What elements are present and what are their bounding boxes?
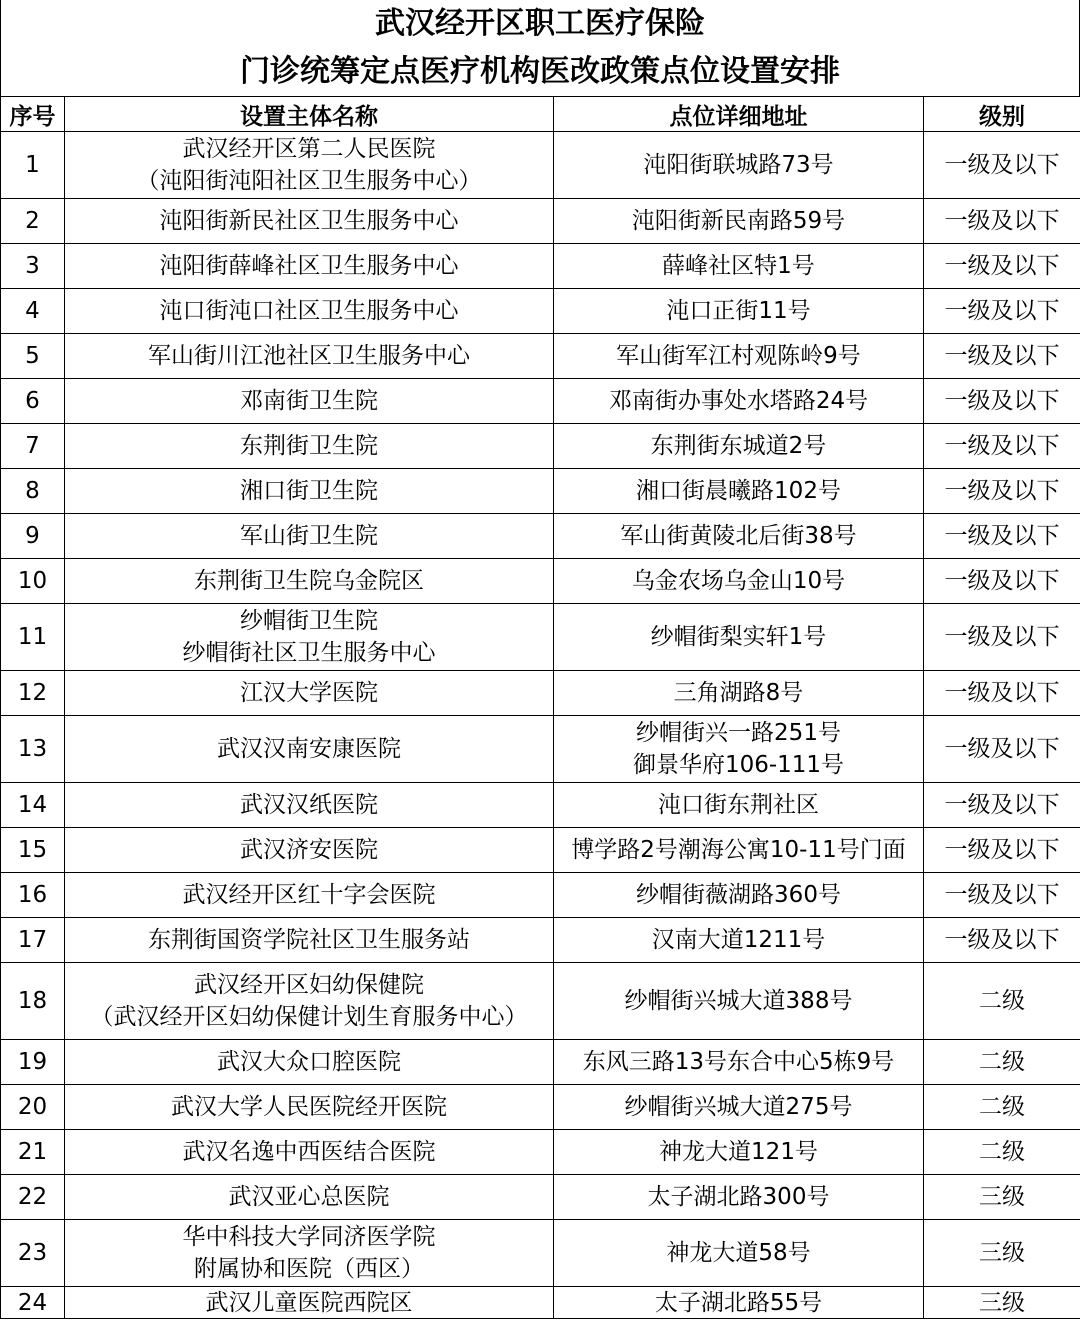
cell-level — [924, 334, 1080, 379]
cell-facility-name — [65, 334, 554, 379]
cell-serial-line: 1 — [25, 152, 40, 178]
cell-level — [924, 604, 1080, 671]
cell-address — [554, 379, 924, 424]
cell-facility-name-line: 武汉经开区妇幼保健院 — [194, 972, 424, 998]
cell-address — [554, 716, 924, 783]
cell-serial-line: 11 — [17, 624, 48, 650]
cell-level-line: 一级及以下 — [944, 208, 1060, 234]
cell-level — [924, 199, 1080, 244]
cell-level-line: 三级 — [979, 1289, 1025, 1316]
cell-level-line: 一级及以下 — [944, 433, 1060, 459]
cell-address-line: 太子湖北路55号 — [654, 1289, 823, 1316]
cell-facility-name-line: 东荆街卫生院 — [240, 433, 378, 459]
cell-address — [554, 1175, 924, 1220]
cell-serial-line: 22 — [17, 1184, 48, 1210]
cell-facility-name-line: 武汉汉纸医院 — [240, 792, 378, 818]
cell-level-line: 一级及以下 — [944, 624, 1060, 650]
cell-facility-name-line: 武汉大众口腔医院 — [217, 1049, 401, 1075]
table-row — [1, 604, 1080, 671]
cell-address-line: 三角湖路8号 — [673, 680, 804, 706]
cell-level — [924, 1130, 1080, 1175]
cell-level-line: 一级及以下 — [944, 343, 1060, 369]
cell-address — [554, 469, 924, 514]
cell-address-line: 纱帽街兴一路251号 — [636, 720, 841, 746]
cell-serial-line: 2 — [25, 208, 40, 234]
cell-level — [924, 244, 1080, 289]
cell-level — [924, 873, 1080, 918]
cell-level — [924, 963, 1080, 1040]
header-serial: 序号 — [1, 97, 65, 132]
cell-level — [924, 1220, 1080, 1287]
table-header-row — [1, 97, 1080, 132]
cell-level-line: 一级及以下 — [944, 253, 1060, 279]
cell-facility-name-line: 邓南街卫生院 — [240, 388, 378, 414]
cell-address — [554, 1085, 924, 1130]
cell-facility-name-line: 纱帽街社区卫生服务中心 — [182, 640, 436, 666]
cell-facility-name — [65, 424, 554, 469]
table-row — [1, 1040, 1080, 1085]
cell-facility-name-line: 武汉名逸中西医结合医院 — [182, 1139, 436, 1165]
cell-serial-line: 23 — [17, 1240, 48, 1266]
cell-address-line: 邓南街办事处水塔路24号 — [608, 388, 869, 414]
cell-serial-line: 19 — [17, 1049, 48, 1075]
cell-facility-name — [65, 828, 554, 873]
table-body — [1, 132, 1080, 1319]
cell-serial-line: 20 — [17, 1094, 48, 1120]
cell-facility-name-line: （沌阳街沌阳社区卫生服务中心） — [136, 168, 482, 194]
cell-serial — [1, 1085, 65, 1130]
cell-serial-line: 17 — [17, 927, 48, 953]
cell-facility-name — [65, 289, 554, 334]
cell-serial-line: 8 — [25, 478, 40, 504]
cell-level — [924, 1287, 1080, 1319]
cell-facility-name-line: 湘口街卫生院 — [240, 478, 378, 504]
cell-address-line: 太子湖北路300号 — [647, 1184, 830, 1210]
table-row — [1, 828, 1080, 873]
cell-serial — [1, 289, 65, 334]
cell-serial-line: 15 — [17, 837, 48, 863]
cell-address — [554, 918, 924, 963]
cell-facility-name-line: 武汉儿童医院西院区 — [205, 1289, 413, 1316]
cell-level-line: 一级及以下 — [944, 523, 1060, 549]
cell-facility-name — [65, 199, 554, 244]
cell-address-line: 沌口正街11号 — [666, 298, 811, 324]
cell-address — [554, 559, 924, 604]
cell-serial-line: 3 — [25, 253, 40, 279]
cell-serial — [1, 379, 65, 424]
cell-facility-name — [65, 604, 554, 671]
cell-level-line: 二级 — [979, 1139, 1025, 1165]
cell-serial-line: 4 — [25, 298, 40, 324]
cell-address — [554, 132, 924, 199]
cell-address-line: 汉南大道1211号 — [651, 927, 826, 953]
cell-facility-name — [65, 469, 554, 514]
cell-serial — [1, 1220, 65, 1287]
cell-address — [554, 514, 924, 559]
cell-address — [554, 1130, 924, 1175]
cell-level — [924, 132, 1080, 199]
cell-level — [924, 716, 1080, 783]
cell-level-line: 一级及以下 — [944, 298, 1060, 324]
cell-serial — [1, 424, 65, 469]
cell-serial — [1, 918, 65, 963]
cell-facility-name-line: （武汉经开区妇幼保健计划生育服务中心） — [90, 1004, 528, 1030]
table-row — [1, 289, 1080, 334]
cell-facility-name-line: 江汉大学医院 — [240, 680, 378, 706]
table-row — [1, 199, 1080, 244]
cell-address-line: 东风三路13号东合中心5栋9号 — [582, 1049, 895, 1075]
cell-level — [924, 671, 1080, 716]
cell-facility-name-line: 武汉亚心总医院 — [228, 1184, 390, 1210]
table-row — [1, 379, 1080, 424]
table-row — [1, 1085, 1080, 1130]
cell-serial-line: 16 — [17, 882, 48, 908]
cell-level — [924, 514, 1080, 559]
cell-level-line: 一级及以下 — [944, 568, 1060, 594]
cell-address — [554, 1220, 924, 1287]
cell-address-line: 沌口街东荆社区 — [658, 792, 819, 818]
cell-level-line: 一级及以下 — [944, 792, 1060, 818]
cell-facility-name — [65, 918, 554, 963]
cell-level — [924, 828, 1080, 873]
title-block — [0, 0, 1080, 96]
cell-facility-name — [65, 514, 554, 559]
cell-serial — [1, 1287, 65, 1319]
cell-level — [924, 918, 1080, 963]
cell-serial-line: 24 — [17, 1289, 48, 1316]
cell-address-line: 博学路2号潮海公寓10-11号门面 — [571, 837, 906, 863]
cell-serial — [1, 559, 65, 604]
cell-level-line: 三级 — [979, 1240, 1025, 1266]
facility-table — [0, 96, 1080, 1319]
cell-address — [554, 963, 924, 1040]
cell-facility-name-line: 武汉汉南安康医院 — [217, 736, 401, 762]
cell-address-line: 神龙大道58号 — [666, 1240, 811, 1266]
cell-level — [924, 424, 1080, 469]
cell-address-line: 东荆街东城道2号 — [650, 433, 827, 459]
cell-facility-name-line: 沌阳街薛峰社区卫生服务中心 — [159, 253, 459, 279]
cell-address-line: 湘口街晨曦路102号 — [636, 478, 841, 504]
cell-level-line: 二级 — [979, 1094, 1025, 1120]
cell-address-line: 沌阳街新民南路59号 — [631, 208, 846, 234]
cell-facility-name — [65, 559, 554, 604]
cell-address-line: 薛峰社区特1号 — [662, 253, 815, 279]
cell-address-line: 乌金农场乌金山10号 — [631, 568, 846, 594]
cell-serial-line: 7 — [25, 433, 40, 459]
cell-address — [554, 334, 924, 379]
cell-address — [554, 671, 924, 716]
cell-serial — [1, 469, 65, 514]
cell-facility-name-line: 沌阳街新民社区卫生服务中心 — [159, 208, 459, 234]
cell-address — [554, 828, 924, 873]
cell-facility-name — [65, 873, 554, 918]
cell-level-line: 一级及以下 — [944, 478, 1060, 504]
cell-serial — [1, 828, 65, 873]
cell-serial — [1, 514, 65, 559]
cell-serial-line: 13 — [17, 736, 48, 762]
cell-serial — [1, 963, 65, 1040]
table-row — [1, 424, 1080, 469]
cell-serial-line: 10 — [17, 568, 48, 594]
cell-facility-name-line: 沌口街沌口社区卫生服务中心 — [159, 298, 459, 324]
header-level: 级别 — [924, 97, 1080, 132]
table-row — [1, 963, 1080, 1040]
cell-level-line: 一级及以下 — [944, 152, 1060, 178]
cell-facility-name — [65, 1287, 554, 1319]
cell-facility-name-line: 华中科技大学同济医学院 — [182, 1224, 436, 1250]
cell-level-line: 二级 — [979, 988, 1025, 1014]
cell-level — [924, 379, 1080, 424]
cell-address-line: 纱帽街兴城大道388号 — [624, 988, 853, 1014]
table-row — [1, 918, 1080, 963]
table-row — [1, 514, 1080, 559]
cell-serial-line: 18 — [17, 988, 48, 1014]
cell-level-line: 一级及以下 — [944, 680, 1060, 706]
cell-facility-name-line: 军山街川江池社区卫生服务中心 — [148, 343, 470, 369]
cell-level-line: 一级及以下 — [944, 882, 1060, 908]
cell-facility-name — [65, 716, 554, 783]
table-row — [1, 559, 1080, 604]
cell-facility-name — [65, 244, 554, 289]
cell-address-line: 神龙大道121号 — [659, 1139, 818, 1165]
cell-facility-name — [65, 963, 554, 1040]
cell-facility-name-line: 纱帽街卫生院 — [240, 608, 378, 634]
cell-address-line: 纱帽街梨实轩1号 — [650, 624, 827, 650]
cell-serial — [1, 199, 65, 244]
cell-address-line: 纱帽街兴城大道275号 — [624, 1094, 853, 1120]
cell-facility-name — [65, 1085, 554, 1130]
cell-facility-name-line: 武汉经开区第二人民医院 — [182, 136, 436, 162]
cell-serial — [1, 604, 65, 671]
cell-address — [554, 783, 924, 828]
cell-facility-name — [65, 671, 554, 716]
cell-address-line: 御景华府106-111号 — [632, 752, 845, 778]
cell-serial — [1, 1040, 65, 1085]
cell-facility-name — [65, 783, 554, 828]
cell-facility-name-line: 军山街卫生院 — [240, 523, 378, 549]
cell-facility-name-line: 东荆街国资学院社区卫生服务站 — [148, 927, 470, 953]
cell-level — [924, 289, 1080, 334]
table-row — [1, 783, 1080, 828]
table-row — [1, 873, 1080, 918]
cell-level — [924, 1175, 1080, 1220]
cell-level-line: 一级及以下 — [944, 927, 1060, 953]
cell-level — [924, 783, 1080, 828]
table-row — [1, 132, 1080, 199]
cell-facility-name-line: 武汉经开区红十字会医院 — [182, 882, 436, 908]
cell-serial-line: 12 — [17, 680, 48, 706]
cell-serial-line: 21 — [17, 1139, 48, 1165]
cell-serial-line: 9 — [25, 523, 40, 549]
cell-address-line: 纱帽街薇湖路360号 — [636, 882, 841, 908]
cell-address — [554, 289, 924, 334]
header-facility-name: 设置主体名称 — [65, 97, 554, 132]
table-row — [1, 1220, 1080, 1287]
cell-address — [554, 1040, 924, 1085]
cell-address — [554, 873, 924, 918]
cell-facility-name-line: 武汉大学人民医院经开医院 — [171, 1094, 447, 1120]
cell-address — [554, 199, 924, 244]
cell-serial — [1, 783, 65, 828]
cell-address — [554, 604, 924, 671]
cell-serial — [1, 132, 65, 199]
cell-address-line: 军山街黄陵北后街38号 — [620, 523, 857, 549]
table-row — [1, 1175, 1080, 1220]
cell-facility-name — [65, 1220, 554, 1287]
cell-level-line: 一级及以下 — [944, 388, 1060, 414]
cell-level — [924, 469, 1080, 514]
cell-address-line: 军山街军江村观陈岭9号 — [616, 343, 861, 369]
cell-level — [924, 1085, 1080, 1130]
cell-serial — [1, 244, 65, 289]
cell-facility-name — [65, 1040, 554, 1085]
cell-facility-name — [65, 132, 554, 199]
cell-facility-name — [65, 1130, 554, 1175]
cell-address — [554, 424, 924, 469]
cell-serial — [1, 671, 65, 716]
table-row — [1, 671, 1080, 716]
cell-serial — [1, 1175, 65, 1220]
cell-serial — [1, 716, 65, 783]
cell-facility-name-line: 武汉济安医院 — [240, 837, 378, 863]
table-row — [1, 334, 1080, 379]
table-row — [1, 1130, 1080, 1175]
cell-level-line: 一级及以下 — [944, 736, 1060, 762]
cell-level-line: 二级 — [979, 1049, 1025, 1075]
cell-serial — [1, 334, 65, 379]
table-row — [1, 469, 1080, 514]
table-row — [1, 1287, 1080, 1319]
cell-serial-line: 6 — [25, 388, 40, 414]
header-address: 点位详细地址 — [554, 97, 924, 132]
cell-level — [924, 1040, 1080, 1085]
cell-address-line: 沌阳街联城路73号 — [643, 152, 834, 178]
cell-level — [924, 559, 1080, 604]
title-line-1: 武汉经开区职工医疗保险 — [375, 6, 705, 41]
cell-serial — [1, 873, 65, 918]
title-line-2: 门诊统筹定点医疗机构医改政策点位设置安排 — [240, 54, 840, 89]
cell-serial — [1, 1130, 65, 1175]
cell-address — [554, 1287, 924, 1319]
cell-level-line: 一级及以下 — [944, 837, 1060, 863]
cell-facility-name — [65, 1175, 554, 1220]
cell-serial-line: 14 — [17, 792, 48, 818]
cell-serial-line: 5 — [25, 343, 40, 369]
table-row — [1, 244, 1080, 289]
cell-facility-name-line: 附属协和医院（西区） — [194, 1256, 424, 1282]
cell-address — [554, 244, 924, 289]
cell-facility-name-line: 东荆街卫生院乌金院区 — [194, 568, 424, 594]
table-row — [1, 716, 1080, 783]
cell-level-line: 三级 — [979, 1184, 1025, 1210]
cell-facility-name — [65, 379, 554, 424]
